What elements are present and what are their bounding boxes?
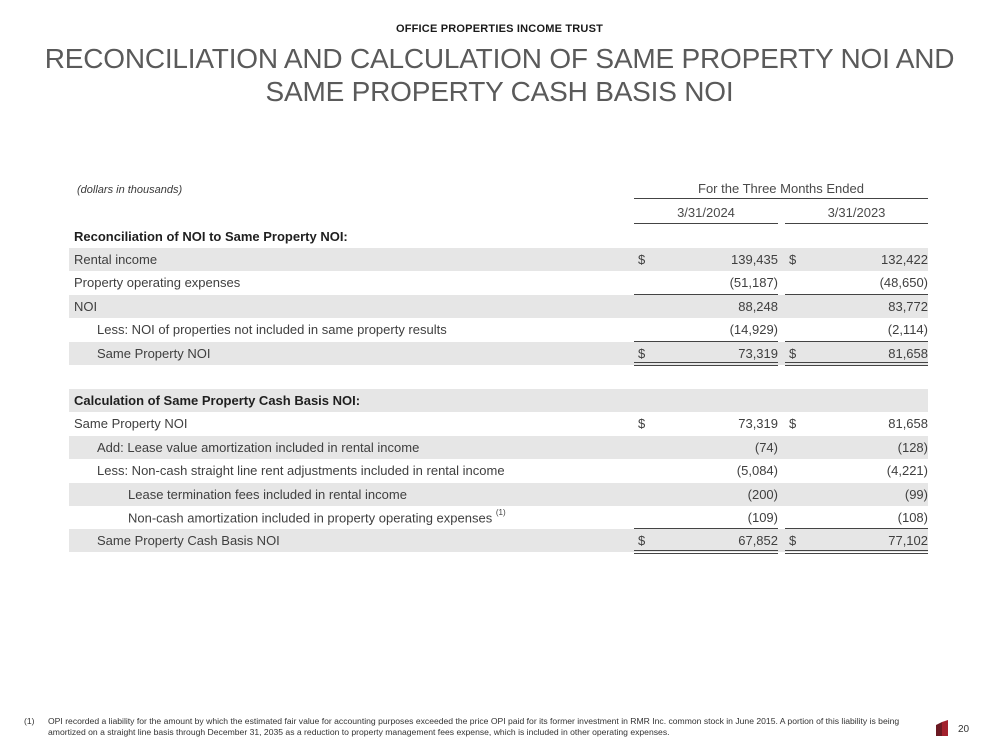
units-note: (dollars in thousands) <box>77 184 183 196</box>
row-label: Less: Non-cash straight line rent adjustments included in rental income <box>97 463 505 478</box>
currency-symbol: $ <box>789 252 797 267</box>
row-label: Calculation of Same Property Cash Basis NOI: <box>74 393 361 408</box>
company-logo-icon <box>936 720 948 736</box>
value-2023: 81,658 <box>888 416 928 431</box>
value-2024: (51,187) <box>729 275 778 290</box>
title-line-1: RECONCILIATION AND CALCULATION OF SAME PROPERTY NOI AND <box>44 43 955 74</box>
row-label: Property operating expenses <box>74 275 241 290</box>
row-label: Rental income <box>74 252 158 267</box>
value-2024: 73,319 <box>738 346 778 361</box>
row-label: NOI <box>74 299 98 314</box>
table-row <box>69 459 928 482</box>
total-double-rule <box>634 362 778 366</box>
value-2023: 81,658 <box>888 346 928 361</box>
table-row <box>69 506 928 529</box>
currency-symbol: $ <box>638 533 646 548</box>
logo-left-facet <box>936 722 942 736</box>
value-2023: 132,422 <box>881 252 928 267</box>
table-row-total <box>69 529 928 552</box>
table-row <box>69 248 928 271</box>
value-2023: 83,772 <box>888 299 928 314</box>
page-number: 20 <box>958 724 970 735</box>
table-row <box>69 412 928 435</box>
value-2023: 77,102 <box>888 533 928 548</box>
value-2023: (48,650) <box>879 275 928 290</box>
value-2023: (2,114) <box>887 322 928 337</box>
table-row <box>69 436 928 459</box>
value-2024: (5,084) <box>736 463 778 478</box>
value-2024: (14,929) <box>729 322 778 337</box>
company-name: OFFICE PROPERTIES INCOME TRUST <box>395 23 604 35</box>
currency-symbol: $ <box>789 416 797 431</box>
total-double-rule <box>634 550 778 554</box>
value-2023: (4,221) <box>886 463 928 478</box>
row-label: Same Property Cash Basis NOI <box>97 533 280 548</box>
table-row <box>69 318 928 341</box>
row-label-text: Non-cash amortization included in property operating expenses <box>128 510 493 526</box>
currency-symbol: $ <box>638 252 646 267</box>
currency-symbol: $ <box>789 346 797 361</box>
page-title <box>40 42 959 108</box>
value-2023: (128) <box>897 440 928 455</box>
value-2024: (109) <box>747 510 778 525</box>
total-double-rule <box>785 550 928 554</box>
section-header-reconciliation <box>69 225 928 248</box>
logo-right-facet <box>942 720 948 736</box>
value-2024: (74) <box>754 440 778 455</box>
row-label: Reconciliation of NOI to Same Property NOI: <box>74 229 348 244</box>
table-row <box>69 295 928 318</box>
period-header: For the Three Months Ended <box>634 181 928 199</box>
currency-symbol: $ <box>638 416 646 431</box>
row-label: Less: NOI of properties not included in same property results <box>97 322 447 337</box>
row-label: Same Property NOI <box>97 346 211 361</box>
footnote-text: OPI recorded a liability for the amount by which the estimated fair value for accounting purposes exceeded the price OPI paid for its former investment in RMR Inc. common stock in June 2015. A portion of this liability is being amortized on a straight line basis through December 31, 2035 as a reduction to property management fees expense, which is included in other operating expenses. <box>48 716 900 737</box>
total-double-rule <box>785 362 928 366</box>
value-2024: 139,435 <box>731 252 778 267</box>
row-label: Lease termination fees included in rental income <box>128 487 407 502</box>
value-2023: (108) <box>897 510 928 525</box>
section-header-calculation <box>69 389 928 412</box>
table-row <box>69 483 928 506</box>
value-2024: 88,248 <box>738 299 778 314</box>
title-line-2: SAME PROPERTY CASH BASIS NOI <box>265 76 734 107</box>
currency-symbol: $ <box>638 346 646 361</box>
footnote-marker: (1) <box>24 716 35 726</box>
table-row <box>69 271 928 294</box>
footnote-ref: (1) <box>495 508 506 517</box>
value-2024: 67,852 <box>738 533 778 548</box>
column-header-2024: 3/31/2024 <box>634 205 778 224</box>
value-2024: 73,319 <box>738 416 778 431</box>
row-label: Same Property NOI <box>74 416 188 431</box>
row-label: Add: Lease value amortization included in rental income <box>97 440 420 455</box>
value-2023: (99) <box>904 487 928 502</box>
value-2024: (200) <box>747 487 778 502</box>
currency-symbol: $ <box>789 533 797 548</box>
column-header-2023: 3/31/2023 <box>785 205 928 224</box>
row-label <box>128 510 506 525</box>
